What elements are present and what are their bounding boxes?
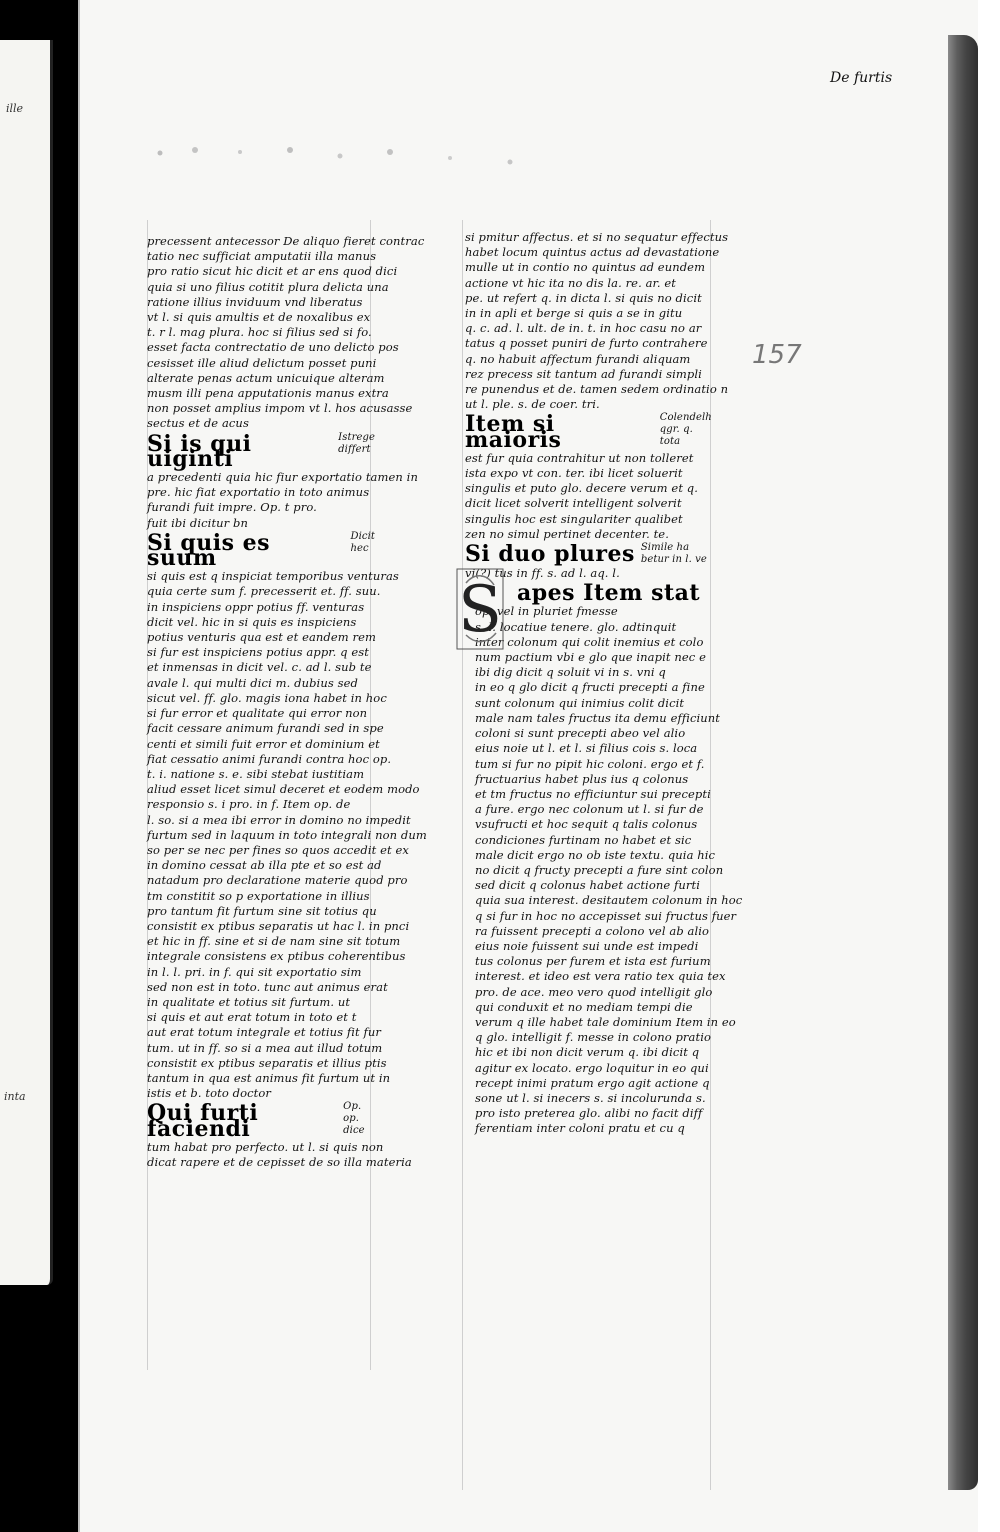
text-line: num pactium vbi e glo que inapit nec e [475, 650, 706, 665]
text-line: in inspiciens oppr potius ff. venturas [147, 599, 365, 614]
text-line: tus colonus per furem et ista est furium [475, 954, 711, 969]
text-block [465, 451, 715, 542]
text-line: ibi dig dicit q soluit vi in s. vni q [475, 665, 666, 680]
rubric-heading: Si quis es suum [147, 529, 271, 572]
initial-letter: S [458, 573, 502, 647]
text-line: sone ut l. si inecers s. si incolurunda s. [475, 1090, 706, 1105]
rubric-note-line: differt [338, 443, 371, 455]
text-line: est fur quia contrahitur ut non tolleret [465, 450, 694, 465]
text-line: habet locum quintus actus ad devastatione [465, 245, 720, 260]
text-line: vsufructi et hoc sequit q talis colonus [475, 817, 698, 832]
rubric-note-line: Dicit [350, 530, 375, 542]
text-line: coloni si sunt precepti abeo vel alio [475, 726, 686, 741]
text-block [465, 604, 743, 1136]
text-line: s. l. locatiue tenere. glo. adtinquit [475, 619, 677, 634]
rubric-block [147, 1100, 375, 1142]
text-line: q si fur in hoc no accepisset sui fructus fuer [475, 908, 737, 923]
text-line: tm constitit so p exportatione in illius [147, 888, 370, 903]
text-line: ratione illius inviduum vnd liberatus [147, 294, 363, 309]
rubric-note-line: Colendelh [659, 412, 712, 424]
text-line: fructuarius habet plus ius q colonus [475, 771, 689, 786]
text-line: pro isto preterea glo. alibi no facit diff [475, 1106, 703, 1121]
text-line: ista expo vt con. ter. ibi licet soluerit [465, 466, 683, 481]
decorated-initial [456, 563, 504, 655]
folio-number: 157 [752, 340, 802, 370]
text-line: non posset amplius impom vt l. hos acusasse [147, 401, 413, 416]
text-line: l. so. si a mea ibi error in domino no impedit [147, 812, 411, 827]
text-line: sed dicit q colonus habet actione furti [475, 878, 700, 893]
text-line: potius venturis qua est et eandem rem [147, 630, 377, 645]
text-line: quia sua interest. desitautem colonum in hoc [475, 893, 743, 908]
text-line: recept inimi pratum ergo agit actione q [475, 1075, 710, 1090]
text-line: q. c. ad. l. ult. de in. t. in hoc casu no ar [465, 321, 702, 336]
text-line: in in apli et berge si quis a se in gitu [465, 306, 683, 321]
text-line: ut l. ple. s. de coer. tri. [465, 397, 600, 412]
text-line: male nam tales fructus ita demu efficiunt [475, 710, 721, 725]
text-line: tum habat pro perfecto. ut l. si quis non [147, 1139, 384, 1154]
ruling-line [462, 220, 463, 1490]
rubric-heading: Item si maioris [465, 411, 562, 453]
text-line: tum. ut in ff. so si a mea aut illud totum [147, 1040, 383, 1055]
text-line: agitur ex locato. ergo loquitur in eo qui [475, 1060, 709, 1075]
text-line: consistit ex ptibus separatis et illius ptis [147, 1055, 387, 1070]
rubric-note-line: hec [350, 542, 369, 554]
text-line: et hic in ff. sine et si de nam sine sit totum [147, 934, 401, 949]
text-line: pre. hic fiat exportatio in toto animus [147, 485, 370, 500]
rubric-block [465, 411, 715, 453]
text-line: sectus et de acus [147, 416, 249, 431]
text-line: qui conduxit et no mediam tempi die [475, 999, 693, 1014]
text-line: pro. de ace. meo vero quod intelligit glo [475, 984, 713, 999]
rubric-note [660, 412, 715, 448]
rubric-note-line: betur in l. ve [640, 554, 707, 566]
text-line: in qualitate et totius sit furtum. ut [147, 994, 351, 1009]
text-line: cesisset ille aliud delictum posset puni [147, 355, 377, 370]
text-line: ra fuissent precepti a colono vel ab alio [475, 923, 710, 938]
rubric-note [343, 1101, 375, 1137]
text-line: istis et b. toto doctor [147, 1086, 272, 1101]
text-line: no dicit q fructy precepti a fure sint colon [475, 862, 724, 877]
text-line: tantum in qua est animus fit furtum ut in [147, 1070, 391, 1085]
text-line: pe. ut refert q. in dicta l. si quis no dicit [465, 290, 702, 305]
text-line: natadum pro declaratione materie quod pro [147, 873, 408, 888]
stain-marks [150, 138, 550, 178]
text-line: integrale consistens ex ptibus coherentibus [147, 949, 406, 964]
text-line: si fur error et qualitate qui error non [147, 706, 368, 721]
text-line: hic et ibi non dicit verum q. ibi dicit q [475, 1045, 700, 1060]
text-block [147, 1139, 412, 1170]
text-line: si quis et aut erat totum in toto et t [147, 1010, 357, 1025]
text-line: facit cessare animum furandi sed in spe [147, 721, 384, 736]
text-line: t. r l. mag plura. hoc si filius sed si fo. [147, 325, 372, 340]
text-line: si quis est q inspiciat temporibus venturas [147, 569, 399, 584]
text-line: a fure. ergo nec colonum ut l. si fur de [475, 802, 704, 817]
text-line: zen no simul pertinet decenter. te. [465, 526, 669, 541]
left-page-fragment: ille [6, 102, 24, 115]
text-line: male dicit ergo no ob iste textu. quia hic [475, 847, 716, 862]
text-line: pro tantum fit furtum sine sit totius qu [147, 903, 377, 918]
scan-background-right [978, 0, 1000, 1532]
text-line: so per se nec per fines so quos accedit et ex [147, 842, 409, 857]
running-head: De furtis [830, 70, 893, 86]
text-line: responsio s. i pro. in f. Item op. de [147, 797, 351, 812]
text-line: si fur est inspiciens potius appr. q est [147, 645, 369, 660]
rubric-heading: Si is qui uiginti [147, 430, 252, 472]
text-column-right [465, 230, 743, 1137]
text-line: dicit vel. hic in si quis es inspiciens [147, 614, 357, 629]
rubric-note [350, 531, 375, 555]
text-line: fuit ibi dicitur bn [147, 515, 248, 530]
text-line: eius noie fuissent sui unde est impedi [475, 938, 699, 953]
text-line: q glo. intelligit f. messe in colono pratio [475, 1030, 712, 1045]
text-line: a precedenti quia hic fiur exportatio tamen in [147, 470, 418, 485]
rubric-note-line: dice [343, 1125, 365, 1137]
text-line: esset facta contrectatio de uno delicto pos [147, 340, 399, 355]
text-line: musm illi pena apputationis manus extra [147, 386, 389, 401]
text-line: ferentiam inter coloni pratu et cu q [475, 1121, 685, 1136]
text-line: t. i. natione s. e. sibi stebat iustitiam [147, 766, 365, 781]
rubric-block [147, 432, 375, 470]
text-line: vi(?) tus in ff. s. ad l. aq. l. [465, 566, 620, 581]
rubric-heading: apes Item stat [517, 580, 701, 607]
text-line: furtum sed in laquum in toto integrali non dum [147, 827, 427, 842]
rubric-heading: Si duo plures [465, 541, 635, 568]
text-line: sunt colonum qui inimius colit dicit [475, 695, 685, 710]
left-page-fragment: inta [4, 1090, 26, 1103]
text-line: inter colonum qui colit inemius et colo [475, 634, 704, 649]
text-line: tatus q posset puniri de furto contrahere [465, 336, 708, 351]
text-line: tum si fur no pipit hic coloni. ergo et f. [475, 756, 705, 771]
text-line: fiat cessatio animi furandi contra hoc op. [147, 751, 392, 766]
text-line: rez precess sit tantum ad furandi simpli [465, 366, 702, 381]
text-line: actione vt hic ita no dis la. re. ar. et [465, 275, 677, 290]
text-line: et inmensas in dicit vel. c. ad l. sub te [147, 660, 372, 675]
text-block [147, 470, 418, 531]
rubric-note [338, 432, 375, 456]
rubric-note-line: Istrege [338, 431, 375, 443]
text-line: singulis hoc est singulariter qualibet [465, 511, 683, 526]
text-line: in eo q glo dicit q fructi precepti a fine [475, 680, 705, 695]
text-line: furandi fuit impre. Op. t pro. [147, 500, 317, 515]
text-line: mulle ut in contio no quintus ad eundem [465, 260, 706, 275]
text-block [147, 569, 427, 1101]
text-line: quia certe sum f. precesserit et. ff. suu. [147, 584, 381, 599]
text-line: quia si uno filius cotitit plura delicta una [147, 279, 389, 294]
text-line: verum q ille habet tale dominium Item in eo [475, 1014, 736, 1029]
rubric-note-line: Simile ha [640, 542, 690, 554]
rubric-note-line: qgr. q. tota [659, 424, 693, 448]
text-line: q. no habuit affectum furandi aliquam [465, 351, 691, 366]
text-line: interest. et ideo est vera ratio tex quia tex [475, 969, 726, 984]
text-line: op. vel in pluriet fmesse [475, 604, 618, 619]
rubric-note [641, 542, 707, 566]
text-line: in l. l. pri. in f. qui sit exportatio sim [147, 964, 362, 979]
previous-page-edge [0, 40, 53, 1285]
rubric-heading: Qui furti faciendi [147, 1100, 259, 1142]
text-line: singulis et puto glo. decere verum et q. [465, 481, 699, 496]
text-line: dicit licet solverit intelligent solverit [465, 496, 682, 511]
text-line: sicut vel. ff. glo. magis iona habet in hoc [147, 690, 387, 705]
text-line: re punendus et de. tamen sedem ordinatio n [465, 382, 729, 397]
text-line: precessent antecessor De aliquo fieret contrac [147, 234, 425, 248]
text-line: in domino cessat ab illa pte et so est ad [147, 858, 382, 873]
text-line: et tm fructus no efficiuntur sui precepti [475, 786, 711, 801]
text-line: condiciones furtinam no habet et sic [475, 832, 692, 847]
text-line: centi et simili fuit error et dominium et [147, 736, 380, 751]
text-line: avale l. qui multi dici m. dubius sed [147, 675, 358, 690]
text-line: aliud esset licet simul deceret et eodem modo [147, 782, 420, 797]
text-line: alterate penas actum unicuique alteram [147, 370, 385, 385]
rubric-note-line: Op. op. [343, 1101, 362, 1125]
rubric-block [147, 529, 375, 572]
text-line: eius noie ut l. et l. si filius cois s. loca [475, 741, 698, 756]
text-column-left [147, 234, 427, 1170]
text-line: vt l. si quis amultis et de noxalibus ex [147, 310, 371, 325]
text-line: pro ratio sicut hic dicit et ar ens quod dici [147, 264, 398, 279]
text-line: consistit ex ptibus separatis ut hac l. in pnci [147, 918, 410, 933]
text-line: si pmitur affectus. et si no sequatur effectus [465, 230, 729, 244]
text-line: aut erat totum integrale et totius fit fur [147, 1025, 381, 1040]
text-block [147, 234, 425, 432]
text-line: tatio nec sufficiat amputatii illa manus [147, 249, 377, 264]
page-edge-shadow [948, 35, 978, 1490]
text-block [465, 230, 729, 412]
text-line: sed non est in toto. tunc aut animus erat [147, 979, 388, 994]
text-line: dicat rapere et de cepisset de so illa materia [147, 1154, 412, 1169]
